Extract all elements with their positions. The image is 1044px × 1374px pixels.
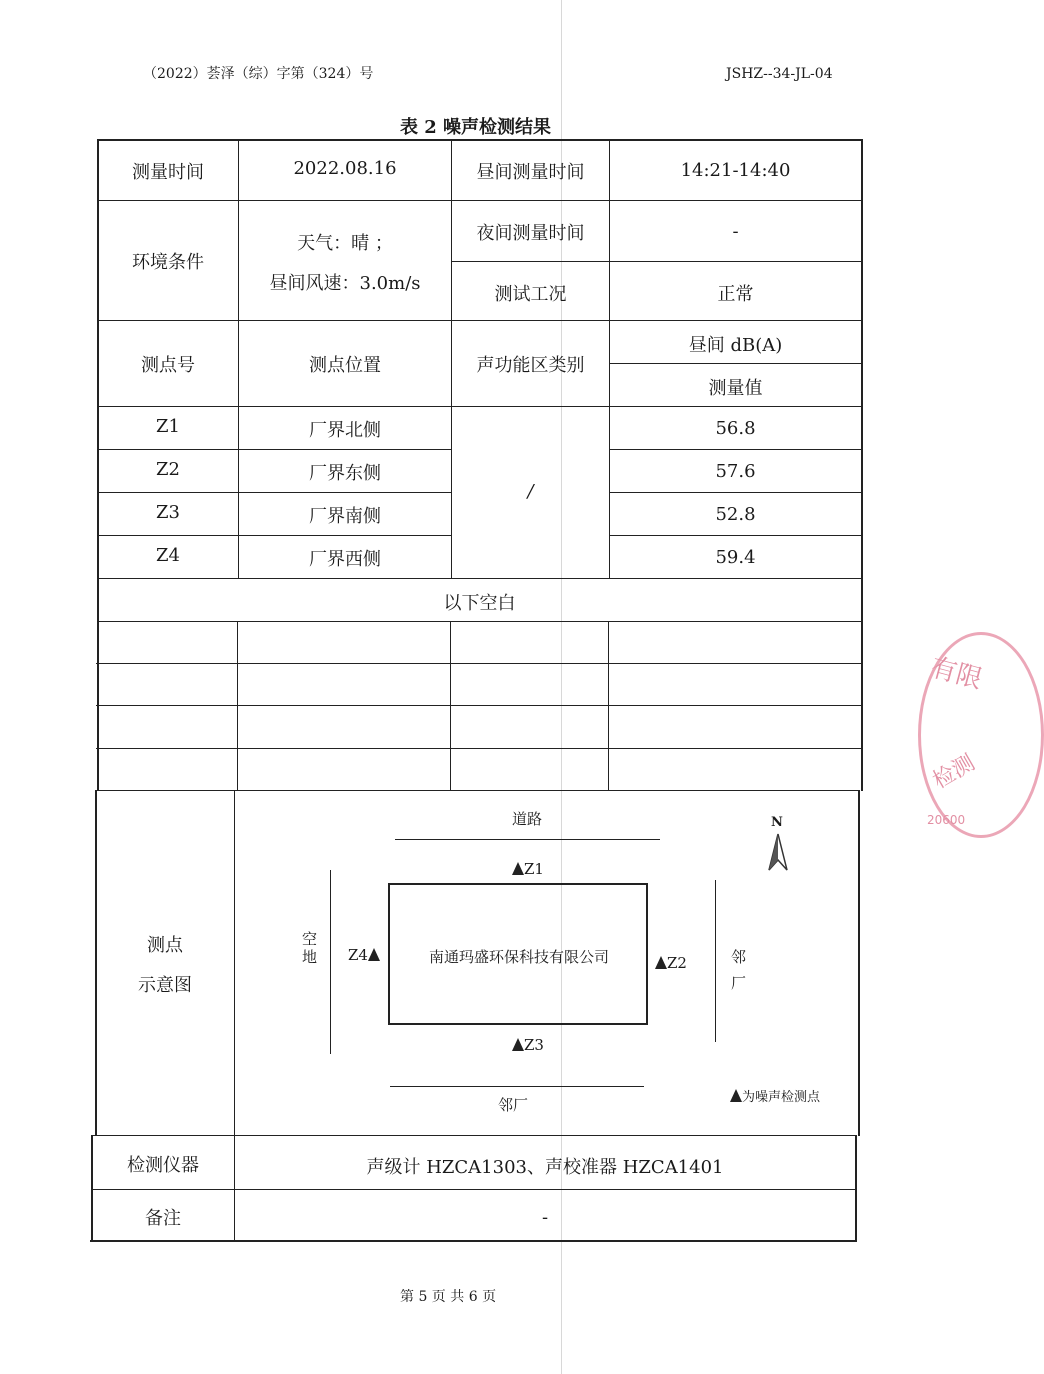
point-z3: Z3	[512, 1036, 544, 1054]
row-line	[97, 535, 451, 536]
triangle-marker-icon	[730, 1089, 742, 1102]
red-seal-stamp: 有限 检测 20600	[918, 632, 1044, 838]
triangle-marker-icon	[512, 862, 524, 875]
row-line	[97, 492, 451, 493]
legend: 为噪声检测点	[730, 1086, 820, 1105]
north-label: N	[771, 815, 783, 830]
measure-time-label: 测量时间	[132, 162, 204, 183]
table-left-border	[95, 790, 97, 1136]
point-value: 52.8	[715, 504, 756, 525]
row-line	[451, 261, 862, 262]
table-bottom-border	[90, 1240, 857, 1242]
point-location: 厂界东侧	[309, 463, 381, 484]
point-id: Z1	[156, 416, 180, 437]
point-z2: Z2	[655, 954, 687, 972]
condition: 正常	[717, 284, 754, 305]
env-label: 环境条件	[132, 252, 204, 273]
point-id: Z4	[156, 545, 180, 566]
row-line	[609, 492, 862, 493]
instrument-label: 检测仪器	[127, 1155, 199, 1176]
col-day-db: 昼间 dB(A)	[688, 335, 783, 356]
zone-value: /	[527, 481, 534, 502]
col-zone: 声功能区类别	[476, 355, 585, 376]
col-point-no: 测点号	[141, 355, 195, 376]
point-location: 厂界西侧	[309, 549, 381, 570]
row-line	[92, 1189, 857, 1190]
triangle-marker-icon	[368, 948, 380, 961]
left-boundary-line	[330, 870, 331, 1054]
left-area-1: 空	[302, 930, 318, 948]
point-z1: Z1	[512, 860, 544, 878]
diagram-label-line1: 测点	[147, 935, 183, 956]
row-line	[97, 578, 862, 579]
night-time: -	[732, 221, 739, 242]
table-top-border	[97, 139, 862, 141]
table-title: 表 2 噪声检测结果	[400, 117, 552, 138]
row-line	[96, 705, 861, 706]
company-name: 南通玛盛环保科技有限公司	[428, 948, 609, 966]
day-time: 14:21-14:40	[680, 160, 791, 181]
row-line	[97, 406, 862, 407]
day-time-label: 昼间测量时间	[476, 162, 585, 183]
row-line	[609, 363, 862, 364]
right-boundary-line	[715, 880, 716, 1042]
document-number: （2022）荟泽（综）字第（324）号	[143, 66, 374, 82]
blank-note: 以下空白	[443, 593, 516, 614]
table-right-border	[855, 1135, 857, 1241]
triangle-marker-icon	[512, 1038, 524, 1051]
table-right-border	[858, 790, 860, 1136]
form-code: JSHZ--34-JL-04	[726, 66, 833, 82]
row-line	[92, 1135, 857, 1136]
point-z4: Z4	[348, 946, 380, 964]
row-line	[97, 200, 862, 201]
north-arrow-icon	[767, 834, 789, 872]
col-measured: 测量值	[708, 378, 763, 399]
row-line	[95, 790, 860, 791]
remark: -	[541, 1207, 549, 1228]
bottom-area-label: 邻厂	[498, 1096, 529, 1114]
point-id: Z3	[156, 502, 180, 523]
row-line	[96, 748, 861, 749]
triangle-marker-icon	[655, 956, 667, 969]
night-time-label: 夜间测量时间	[476, 223, 585, 244]
bottom-boundary-line	[390, 1086, 644, 1087]
col-line	[237, 621, 238, 791]
point-id: Z2	[156, 459, 180, 480]
instrument: 声级计 HZCA1303、声校准器 HZCA1401	[366, 1157, 724, 1178]
row-line	[609, 535, 862, 536]
point-value: 56.8	[715, 418, 756, 439]
measure-date: 2022.08.16	[293, 158, 397, 179]
wind-speed: 昼间风速：3.0m/s	[269, 273, 421, 294]
point-location: 厂界北侧	[309, 420, 381, 441]
point-value: 59.4	[715, 547, 756, 568]
right-area-2: 厂	[731, 974, 747, 992]
table-right-border	[861, 139, 863, 791]
col-line	[608, 621, 609, 791]
road-label: 道路	[512, 810, 543, 828]
remark-label: 备注	[145, 1208, 181, 1229]
row-line	[97, 320, 862, 321]
diagram-label-line2: 示意图	[138, 975, 192, 996]
left-area-2: 地	[302, 948, 318, 966]
right-area-1: 邻	[731, 948, 747, 966]
point-location: 厂界南侧	[309, 506, 381, 527]
col-location: 测点位置	[309, 355, 381, 376]
point-value: 57.6	[715, 461, 756, 482]
row-line	[97, 621, 862, 622]
row-line	[609, 449, 862, 450]
weather: 天气：晴 ；	[297, 233, 393, 254]
row-line	[97, 449, 451, 450]
road-line	[395, 839, 660, 840]
col-line	[450, 621, 451, 791]
page-footer: 第 5 页 共 6 页	[400, 1289, 497, 1305]
condition-label: 测试工况	[494, 284, 567, 305]
row-line	[96, 663, 861, 664]
